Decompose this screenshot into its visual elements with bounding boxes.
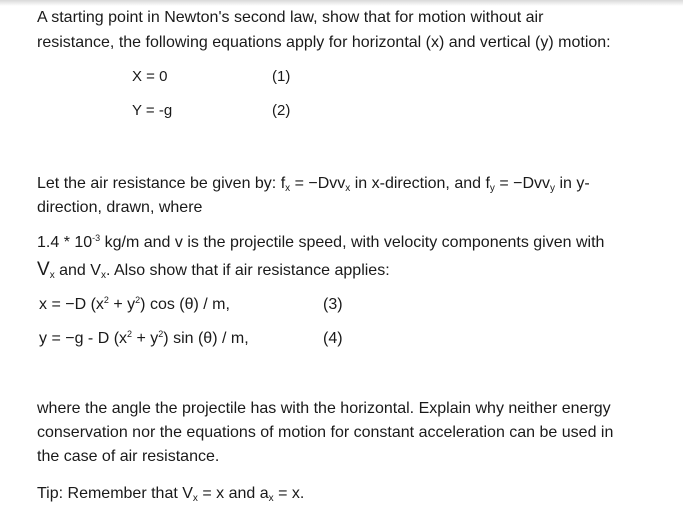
subscript: y: [489, 183, 495, 194]
text-segment: = −Dvv: [290, 175, 346, 192]
equation-2: Y = -g: [132, 102, 173, 119]
equation-1-number: (1): [272, 68, 291, 85]
subscript: y: [550, 183, 556, 194]
text-segment: Let the air resistance be given by: f: [37, 175, 286, 192]
tip-line: [37, 484, 304, 504]
explain-line-1: where the angle the projectile has with the horizontal. Explain why neither energy: [37, 400, 611, 417]
air-resistance-line-1: [37, 174, 590, 194]
text-segment: kg/m and v is the projectile speed, with velocity components given with: [100, 234, 605, 251]
top-edge-shadow: [0, 0, 683, 6]
subscript: x: [285, 183, 291, 194]
constant-line-1: [37, 233, 604, 253]
equation-3-number: (3): [323, 296, 343, 313]
equation-1: X = 0: [132, 68, 168, 85]
equation-2-number: (2): [272, 102, 291, 119]
text-segment: + y: [108, 296, 136, 313]
text-segment: = −Dvv: [494, 175, 551, 192]
subscript: x: [49, 270, 55, 281]
text-segment: V: [37, 259, 50, 280]
text-segment: y = −g - D (x: [39, 330, 128, 347]
text-segment: + y: [132, 330, 159, 347]
air-resistance-line-2: direction, drawn, where: [37, 199, 203, 216]
text-segment: Tip: Remember that V: [37, 485, 193, 502]
superscript: -3: [92, 233, 101, 243]
superscript: 2: [127, 329, 133, 339]
superscript: 2: [158, 329, 164, 339]
constant-line-2: [37, 260, 390, 281]
text-segment: = x and a: [197, 485, 269, 502]
equation-3: [39, 295, 230, 315]
text-segment: in x-direction, and f: [350, 175, 490, 192]
superscript: 2: [135, 295, 141, 305]
intro-line-1: A starting point in Newton's second law, show that for motion without air: [37, 9, 544, 26]
text-segment: ) cos (θ) / m,: [140, 296, 230, 313]
equation-4-number: (4): [323, 330, 343, 347]
intro-line-2: resistance, the following equations apply for horizontal (x) and vertical (y) motion:: [37, 34, 611, 51]
text-segment: = x.: [273, 485, 305, 502]
text-segment: and V: [54, 262, 101, 279]
subscript: x: [268, 493, 274, 504]
superscript: 2: [103, 295, 109, 305]
text-segment: ) sin (θ) / m,: [163, 330, 249, 347]
subscript: x: [100, 270, 106, 281]
subscript: x: [192, 493, 198, 504]
text-segment: . Also show that if air resistance applies:: [105, 262, 390, 279]
explain-line-3: the case of air resistance.: [37, 448, 220, 465]
text-segment: 1.4 * 10: [37, 234, 93, 251]
text-segment: x = −D (x: [39, 296, 104, 313]
text-segment: in y-: [555, 175, 590, 192]
subscript: x: [345, 183, 351, 194]
equation-4: [39, 329, 249, 349]
explain-line-2: conservation nor the equations of motion for constant acceleration can be used in: [37, 424, 614, 441]
